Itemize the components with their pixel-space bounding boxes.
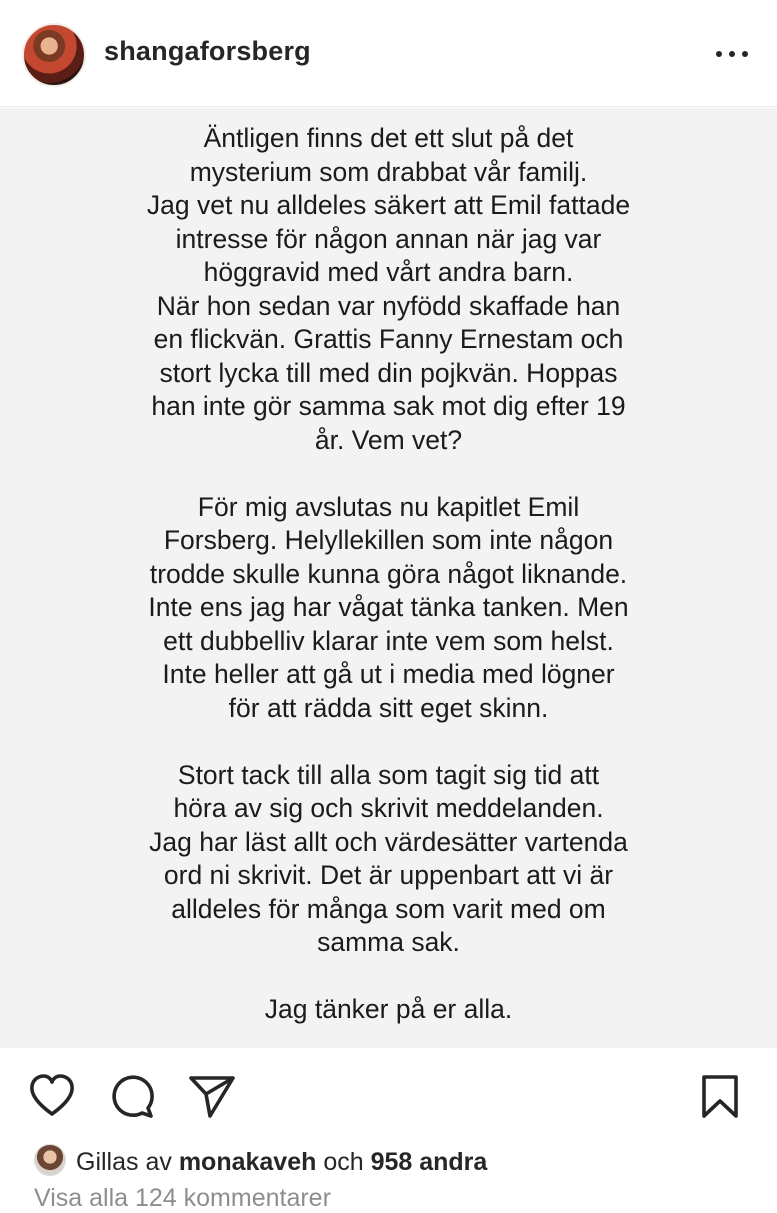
dot xyxy=(742,51,748,57)
post-header xyxy=(0,0,777,107)
dot xyxy=(729,51,735,57)
likes-middle: och xyxy=(316,1148,371,1176)
post-paragraph: För mig avslutas nu kapitlet Emil Forsberg. Helyllekillen som inte någon trodde skulle kunna göra något liknande. Inte ens jag har vågat tänka tanken. Men ett dubbelliv klarar inte vem som helst. Inte heller att gå ut i media med lögner för att rädda sitt eget skinn. xyxy=(148,491,629,723)
more-options-icon[interactable] xyxy=(712,40,752,68)
username[interactable]: shangaforsberg xyxy=(104,36,311,66)
comment-icon[interactable] xyxy=(108,1073,156,1121)
action-bar xyxy=(0,1048,777,1140)
dot xyxy=(716,51,722,57)
likes-count[interactable]: 958 andra xyxy=(370,1148,488,1176)
post-image[interactable] xyxy=(0,108,777,1048)
send-icon[interactable] xyxy=(188,1074,236,1120)
likes-text[interactable] xyxy=(76,1148,487,1177)
user-avatar[interactable] xyxy=(22,23,86,87)
liker-username[interactable]: monakaveh xyxy=(178,1148,317,1176)
heart-icon[interactable] xyxy=(28,1074,76,1118)
post-paragraph: Jag tänker på er alla. xyxy=(264,994,513,1024)
view-comments-link[interactable]: Visa alla 124 kommentarer xyxy=(34,1184,331,1212)
likes-row xyxy=(0,1140,777,1186)
bookmark-icon[interactable] xyxy=(700,1074,740,1120)
liker-avatar[interactable] xyxy=(34,1144,66,1176)
likes-prefix: Gillas av xyxy=(76,1148,179,1176)
post-paragraph: Äntligen finns det ett slut på det mysterium som drabbat vår familj. Jag vet nu alldeles säkert att Emil fattade intresse för någon annan när jag var höggravid med vårt andra barn. När hon sedan var nyfödd skaffade han en flickvän. Grattis Fanny Ernestam och stort lycka till med din pojkvän. Hoppas han inte gör samma sak mot dig efter 19 år. Vem vet? xyxy=(146,123,631,455)
post-text xyxy=(100,122,677,1027)
post-paragraph: Stort tack till alla som tagit sig tid att höra av sig och skrivit meddelanden. Jag har läst allt och värdesätter vartenda ord ni skrivit. Det är uppenbart att vi är alldeles för många som varit med om samma sak. xyxy=(149,759,628,957)
